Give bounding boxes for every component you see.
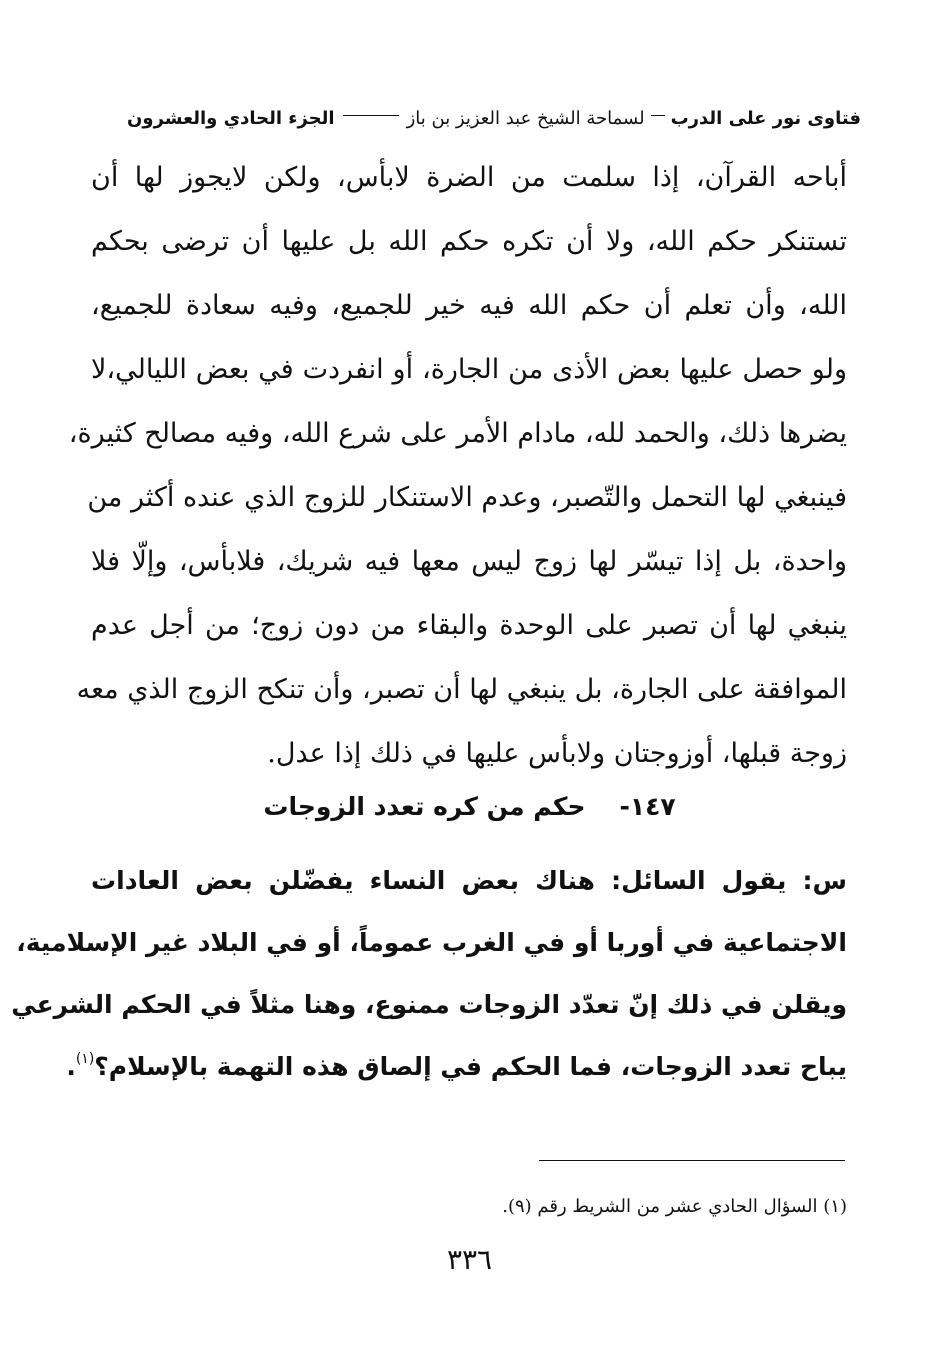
body-line: الله، وأن تعلم أن حكم الله فيه خير للجميع، وفيه سعادة للجميع، bbox=[91, 290, 847, 321]
footnote-divider bbox=[539, 1160, 845, 1161]
body-line: أباحه القرآن، إذا سلمت من الضرة لابأس، ولكن لايجوز لها أن bbox=[91, 162, 847, 193]
body-paragraph bbox=[68, 146, 847, 786]
body-line: فينبغي لها التحمل والتّصبر، وعدم الاستنكار للزوج الذي عنده أكثر من bbox=[87, 482, 847, 513]
page-number: ٣٣٦ bbox=[446, 1243, 493, 1276]
body-line: تستنكر حكم الله، ولا أن تكره حكم الله بل عليها أن ترضى بحكم bbox=[91, 226, 847, 257]
running-header bbox=[91, 96, 861, 140]
section-title: حكم من كره تعدد الزوجات bbox=[263, 792, 586, 821]
section-number: ١٤٧- bbox=[619, 792, 676, 821]
question-line: ويقلن في ذلك إنّ تعدّد الزوجات ممنوع، وهنا مثلاً في الحكم الشرعي bbox=[11, 990, 847, 1019]
footnote: (١) السؤال الحادي عشر من الشريط رقم (٩). bbox=[502, 1196, 847, 1217]
body-line: ينبغي لها أن تصبر على الوحدة والبقاء من دون زوج؛ من أجل عدم bbox=[91, 610, 847, 641]
question-end-mark: . bbox=[66, 1052, 76, 1081]
volume-part: الجزء الحادي والعشرون bbox=[127, 107, 335, 129]
question-paragraph bbox=[11, 850, 847, 1098]
body-line: الموافقة على الجارة، بل ينبغي لها أن تصبر، وأن تنكح الزوج الذي معه bbox=[76, 674, 847, 705]
header-separator bbox=[343, 115, 399, 116]
header-separator bbox=[651, 115, 665, 116]
body-line: يضرها ذلك، والحمد لله، مادام الأمر على شرع الله، وفيه مصالح كثيرة، bbox=[68, 418, 847, 449]
footnote-marker: (١) bbox=[75, 1051, 95, 1067]
body-line: ولو حصل عليها بعض الأذى من الجارة، أو انفردت في بعض الليالي،لا bbox=[91, 354, 847, 385]
author-name: لسماحة الشيخ عبد العزيز بن باز bbox=[406, 107, 645, 129]
question-line-last bbox=[66, 1036, 847, 1098]
section-heading bbox=[0, 782, 939, 832]
book-title: فتاوى نور على الدرب bbox=[670, 107, 861, 129]
question-line: الاجتماعية في أوربا أو في الغرب عموماً، أو في البلاد غير الإسلامية، bbox=[16, 928, 847, 957]
question-line: س: يقول السائل: هناك بعض النساء يفضّلن بعض العادات bbox=[91, 866, 847, 895]
question-line: يباح تعدد الزوجات، فما الحكم في إلصاق هذه التهمة بالإسلام؟ bbox=[94, 1052, 847, 1081]
body-line: زوجة قبلها، أوزوجتان ولابأس عليها في ذلك إذا عدل. bbox=[267, 738, 847, 769]
body-line: واحدة، بل إذا تيسّر لها زوج ليس معها فيه شريك، فلابأس، وإلّا فلا bbox=[91, 546, 847, 577]
